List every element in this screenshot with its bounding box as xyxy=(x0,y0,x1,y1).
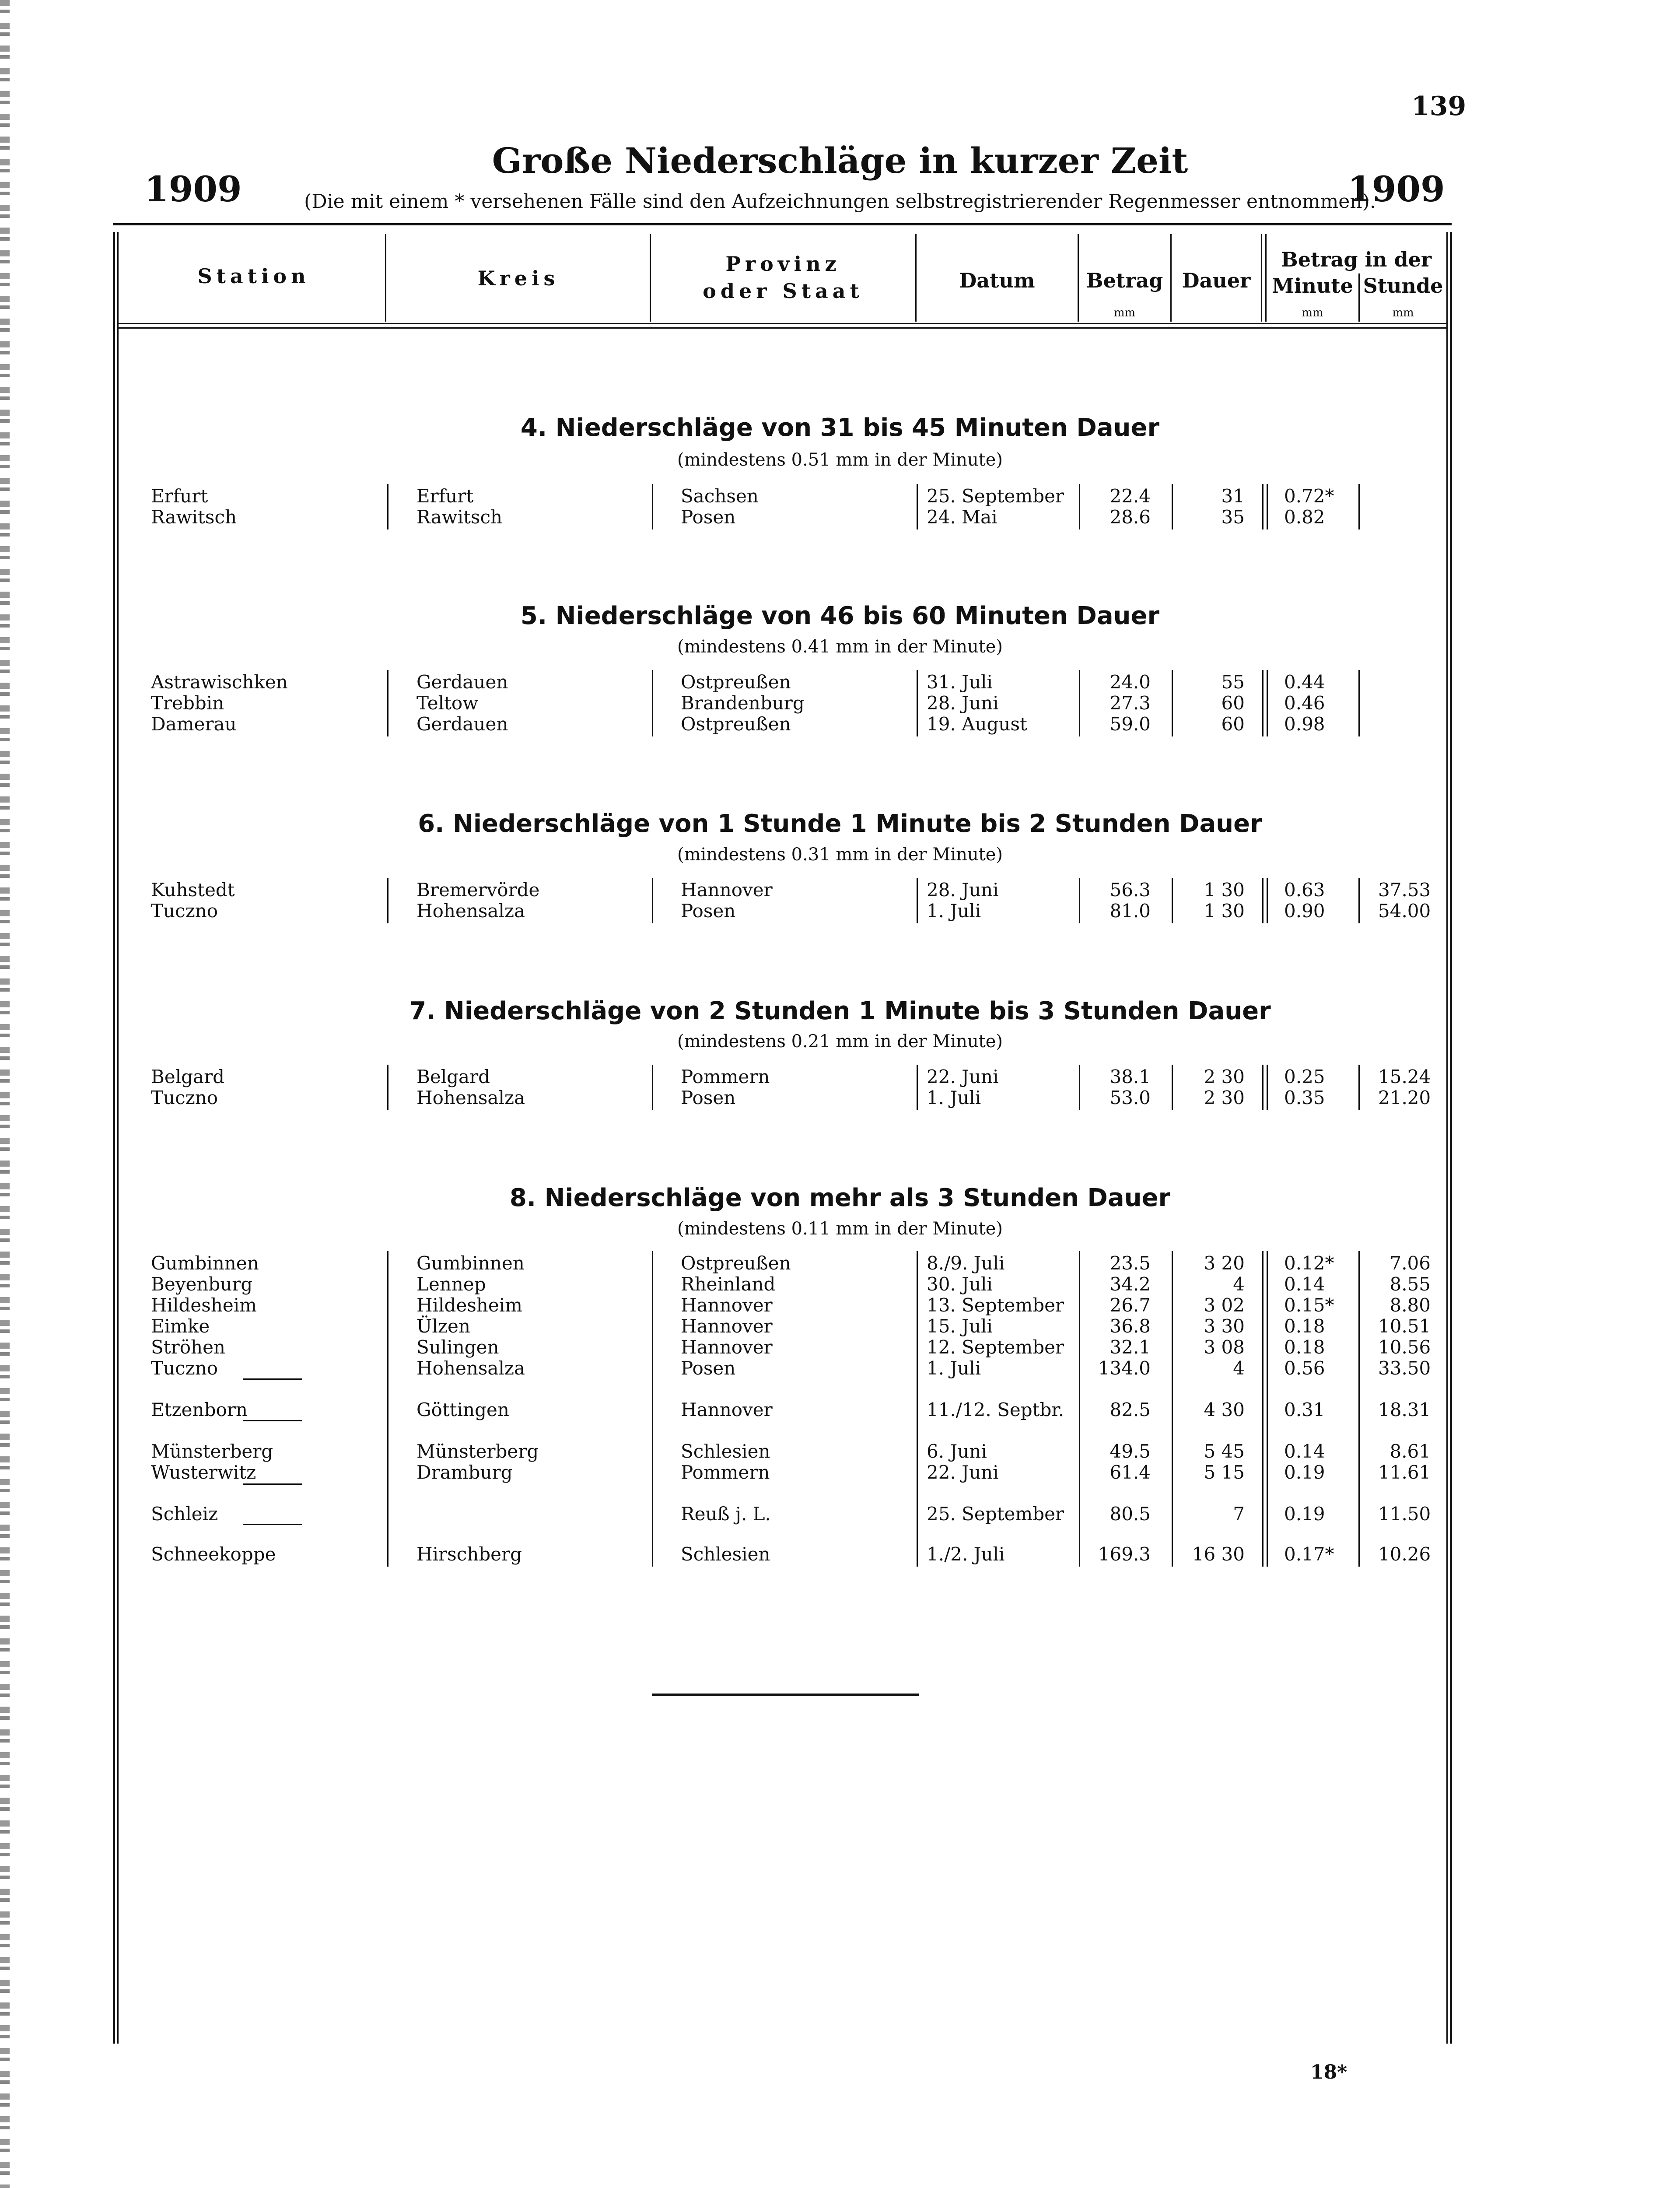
station-cell: Kuhstedt xyxy=(151,879,235,901)
datum-cell: 22. Juni xyxy=(927,1462,999,1483)
page-subtitle: (Die mit einem * versehenen Fälle sind den Aufzeichnungen selbstregistrierender Regenmesser entnommen). xyxy=(304,190,1376,213)
dauer-cell: 16 30 xyxy=(1192,1543,1245,1565)
datum-cell: 1. Juli xyxy=(927,900,981,922)
kreis-cell: Erfurt xyxy=(416,485,474,507)
column-separator xyxy=(1358,1251,1360,1567)
dauer-cell: 55 xyxy=(1221,671,1245,693)
column-separator xyxy=(1262,878,1264,923)
column-separator xyxy=(1267,484,1268,529)
minute-cell: 0.35 xyxy=(1284,1087,1325,1108)
provinz-cell: Rheinland xyxy=(681,1273,776,1295)
kreis-cell: Lennep xyxy=(416,1273,486,1295)
column-separator xyxy=(917,878,918,923)
datum-cell: 8./9. Juli xyxy=(927,1252,1005,1274)
dauer-cell: 4 xyxy=(1233,1273,1245,1295)
minute-cell: 0.31 xyxy=(1284,1399,1325,1420)
dauer-cell: 60 xyxy=(1221,713,1245,735)
column-separator xyxy=(387,670,388,736)
column-separator xyxy=(917,670,918,736)
header-betrag-in-der: Betrag in der xyxy=(1281,248,1432,271)
provinz-cell: Brandenburg xyxy=(681,692,805,714)
station-cell: Rawitsch xyxy=(151,506,237,528)
station-cell: Wusterwitz xyxy=(151,1462,256,1483)
station-cell: Gumbinnen xyxy=(151,1252,259,1274)
column-separator xyxy=(917,1251,918,1567)
station-cell: Eimke xyxy=(151,1315,210,1337)
provinz-cell: Hannover xyxy=(681,879,773,901)
minute-cell: 0.17* xyxy=(1284,1543,1334,1565)
header-betrag-unit: mm xyxy=(1113,306,1136,319)
column-separator xyxy=(652,670,653,736)
minute-cell: 0.14 xyxy=(1284,1273,1325,1295)
minute-cell: 0.90 xyxy=(1284,900,1325,922)
column-separator xyxy=(1262,484,1264,529)
kreis-cell: Göttingen xyxy=(416,1399,509,1420)
header-stunde: Stunde xyxy=(1363,274,1443,298)
header-minute-unit: mm xyxy=(1302,306,1323,319)
station-cell: Tuczno xyxy=(151,900,218,922)
column-separator xyxy=(1079,484,1080,529)
kreis-cell: Rawitsch xyxy=(416,506,503,528)
dauer-cell: 3 08 xyxy=(1204,1336,1245,1358)
section-7-note: (mindestens 0.21 mm in der Minute) xyxy=(677,1031,1003,1052)
provinz-cell: Pommern xyxy=(681,1462,770,1483)
column-separator xyxy=(1358,484,1360,529)
station-cell: Tuczno xyxy=(151,1087,218,1108)
section-6-title: 6. Niederschläge von 1 Stunde 1 Minute bis 2 Stunden Dauer xyxy=(418,810,1262,838)
frame-right-outer xyxy=(1450,232,1452,2044)
column-separator xyxy=(652,878,653,923)
column-separator xyxy=(1267,670,1268,736)
stunde-cell: 33.50 xyxy=(1378,1357,1431,1379)
header-oder-staat: oder Staat xyxy=(703,279,864,303)
header-kreis: Kreis xyxy=(477,266,560,290)
kreis-cell: Hohensalza xyxy=(416,1357,525,1379)
frame-right-inner xyxy=(1446,232,1448,2044)
header-betrag: Betrag xyxy=(1086,269,1163,292)
provinz-cell: Sachsen xyxy=(681,485,759,507)
datum-cell: 11./12. Septbr. xyxy=(927,1399,1064,1420)
column-separator xyxy=(1172,484,1173,529)
column-separator xyxy=(387,1251,388,1567)
column-separator xyxy=(1172,1065,1173,1110)
stunde-cell: 7.06 xyxy=(1390,1252,1431,1274)
provinz-cell: Schlesien xyxy=(681,1543,770,1565)
column-separator xyxy=(1267,1065,1268,1110)
station-cell: Schneekoppe xyxy=(151,1543,276,1565)
datum-cell: 22. Juni xyxy=(927,1066,999,1087)
betrag-cell: 24.0 xyxy=(1110,671,1151,693)
betrag-cell: 23.5 xyxy=(1110,1252,1151,1274)
datum-cell: 28. Juni xyxy=(927,692,999,714)
column-separator xyxy=(652,1065,653,1110)
minute-cell: 0.14 xyxy=(1284,1441,1325,1462)
provinz-cell: Reuß j. L. xyxy=(681,1503,771,1525)
station-cell: Beyenburg xyxy=(151,1273,253,1295)
datum-cell: 15. Juli xyxy=(927,1315,993,1337)
kreis-cell: Gumbinnen xyxy=(416,1252,525,1274)
year-left: 1909 xyxy=(144,168,242,210)
betrag-cell: 53.0 xyxy=(1110,1087,1151,1108)
minute-cell: 0.98 xyxy=(1284,713,1325,735)
column-separator xyxy=(1358,1065,1360,1110)
kreis-cell: Gerdauen xyxy=(416,713,508,735)
betrag-cell: 61.4 xyxy=(1110,1462,1151,1483)
kreis-cell: Belgard xyxy=(416,1066,490,1087)
provinz-cell: Posen xyxy=(681,1087,736,1108)
dauer-cell: 35 xyxy=(1221,506,1245,528)
datum-cell: 13. September xyxy=(927,1294,1064,1316)
dauer-cell: 4 xyxy=(1233,1357,1245,1379)
station-cell: Hildesheim xyxy=(151,1294,257,1316)
stunde-cell: 10.51 xyxy=(1378,1315,1431,1337)
kreis-cell: Teltow xyxy=(416,692,479,714)
column-separator xyxy=(1262,1251,1264,1567)
header-station: Station xyxy=(197,264,310,288)
dauer-cell: 5 15 xyxy=(1204,1462,1245,1483)
header-dauer: Dauer xyxy=(1182,269,1251,292)
minute-cell: 0.12* xyxy=(1284,1252,1334,1274)
header-sep-1 xyxy=(385,234,386,322)
header-provinz: Provinz xyxy=(725,252,841,276)
betrag-cell: 38.1 xyxy=(1110,1066,1151,1087)
dauer-cell: 3 20 xyxy=(1204,1252,1245,1274)
column-separator xyxy=(1358,670,1360,736)
betrag-cell: 169.3 xyxy=(1098,1543,1151,1565)
minute-cell: 0.18 xyxy=(1284,1315,1325,1337)
dauer-cell: 1 30 xyxy=(1204,879,1245,901)
kreis-cell: Münsterberg xyxy=(416,1441,539,1462)
datum-cell: 31. Juli xyxy=(927,671,993,693)
group-divider xyxy=(243,1378,302,1380)
column-separator xyxy=(652,484,653,529)
column-separator xyxy=(387,484,388,529)
provinz-cell: Hannover xyxy=(681,1294,773,1316)
minute-cell: 0.19 xyxy=(1284,1462,1325,1483)
datum-cell: 1./2. Juli xyxy=(927,1543,1005,1565)
stunde-cell: 11.61 xyxy=(1378,1462,1431,1483)
stunde-cell: 15.24 xyxy=(1378,1066,1431,1087)
dauer-cell: 3 02 xyxy=(1204,1294,1245,1316)
betrag-cell: 22.4 xyxy=(1110,485,1151,507)
column-separator xyxy=(917,1065,918,1110)
datum-cell: 19. August xyxy=(927,713,1027,735)
station-cell: Astrawischken xyxy=(151,671,288,693)
betrag-cell: 59.0 xyxy=(1110,713,1151,735)
provinz-cell: Pommern xyxy=(681,1066,770,1087)
dauer-cell: 2 30 xyxy=(1204,1066,1245,1087)
dauer-cell: 60 xyxy=(1221,692,1245,714)
betrag-cell: 134.0 xyxy=(1098,1357,1151,1379)
betrag-cell: 36.8 xyxy=(1110,1315,1151,1337)
column-separator xyxy=(1267,1251,1268,1567)
datum-cell: 30. Juli xyxy=(927,1273,993,1295)
provinz-cell: Hannover xyxy=(681,1399,773,1420)
datum-cell: 25. September xyxy=(927,1503,1064,1525)
stunde-cell: 8.55 xyxy=(1390,1273,1431,1295)
betrag-cell: 49.5 xyxy=(1110,1441,1151,1462)
column-separator xyxy=(1358,878,1360,923)
betrag-cell: 34.2 xyxy=(1110,1273,1151,1295)
provinz-cell: Ostpreußen xyxy=(681,671,791,693)
minute-cell: 0.63 xyxy=(1284,879,1325,901)
betrag-cell: 82.5 xyxy=(1110,1399,1151,1420)
minute-cell: 0.56 xyxy=(1284,1357,1325,1379)
kreis-cell: Dramburg xyxy=(416,1462,513,1483)
dauer-cell: 7 xyxy=(1233,1503,1245,1525)
minute-cell: 0.18 xyxy=(1284,1336,1325,1358)
footer-signature-mark: 18* xyxy=(1310,2061,1348,2083)
header-minute: Minute xyxy=(1272,274,1353,298)
frame-left-outer xyxy=(113,232,115,2044)
column-separator xyxy=(1079,670,1080,736)
datum-cell: 28. Juni xyxy=(927,879,999,901)
station-cell: Erfurt xyxy=(151,485,208,507)
provinz-cell: Posen xyxy=(681,900,736,922)
header-bottom-rule-2 xyxy=(117,327,1447,329)
datum-cell: 25. September xyxy=(927,485,1064,507)
column-separator xyxy=(387,878,388,923)
betrag-cell: 28.6 xyxy=(1110,506,1151,528)
betrag-cell: 32.1 xyxy=(1110,1336,1151,1358)
stunde-cell: 8.80 xyxy=(1390,1294,1431,1316)
stunde-cell: 37.53 xyxy=(1378,879,1431,901)
stunde-cell: 18.31 xyxy=(1378,1399,1431,1420)
header-bottom-rule xyxy=(117,323,1447,324)
column-separator xyxy=(1172,670,1173,736)
kreis-cell: Hohensalza xyxy=(416,1087,525,1108)
group-divider xyxy=(243,1420,302,1421)
kreis-cell: Bremervörde xyxy=(416,879,540,901)
header-sep-6a xyxy=(1261,234,1262,322)
minute-cell: 0.46 xyxy=(1284,692,1325,714)
provinz-cell: Hannover xyxy=(681,1336,773,1358)
datum-cell: 6. Juni xyxy=(927,1441,987,1462)
kreis-cell: Hildesheim xyxy=(416,1294,522,1316)
section-7-title: 7. Niederschläge von 2 Stunden 1 Minute bis 3 Stunden Dauer xyxy=(409,997,1271,1025)
section-5-note: (mindestens 0.41 mm in der Minute) xyxy=(677,637,1003,657)
dauer-cell: 5 45 xyxy=(1204,1441,1245,1462)
station-cell: Schleiz xyxy=(151,1503,218,1525)
stunde-cell: 10.26 xyxy=(1378,1543,1431,1565)
minute-cell: 0.72* xyxy=(1284,485,1334,507)
stunde-cell: 54.00 xyxy=(1378,900,1431,922)
column-separator xyxy=(1079,1251,1080,1567)
kreis-cell: Hohensalza xyxy=(416,900,525,922)
column-separator xyxy=(917,484,918,529)
column-separator xyxy=(1262,1065,1264,1110)
provinz-cell: Ostpreußen xyxy=(681,713,791,735)
scan-edge-artifact xyxy=(0,0,10,2188)
betrag-cell: 80.5 xyxy=(1110,1503,1151,1525)
dauer-cell: 2 30 xyxy=(1204,1087,1245,1108)
minute-cell: 0.25 xyxy=(1284,1066,1325,1087)
section-8-note: (mindestens 0.11 mm in der Minute) xyxy=(677,1219,1003,1239)
betrag-cell: 81.0 xyxy=(1110,900,1151,922)
station-cell: Ströhen xyxy=(151,1336,225,1358)
minute-cell: 0.82 xyxy=(1284,506,1325,528)
kreis-cell: Hirschberg xyxy=(416,1543,522,1565)
station-cell: Trebbin xyxy=(151,692,224,714)
kreis-cell: Ülzen xyxy=(416,1315,470,1337)
table-top-rule xyxy=(113,223,1452,225)
datum-cell: 1. Juli xyxy=(927,1357,981,1379)
minute-cell: 0.15* xyxy=(1284,1294,1334,1316)
column-separator xyxy=(387,1065,388,1110)
datum-cell: 1. Juli xyxy=(927,1087,981,1108)
stunde-cell: 10.56 xyxy=(1378,1336,1431,1358)
section-8-title: 8. Niederschläge von mehr als 3 Stunden Dauer xyxy=(509,1184,1171,1212)
dauer-cell: 1 30 xyxy=(1204,900,1245,922)
section-5-title: 5. Niederschläge von 46 bis 60 Minuten Dauer xyxy=(520,602,1160,630)
stunde-cell: 21.20 xyxy=(1378,1087,1431,1108)
provinz-cell: Posen xyxy=(681,506,736,528)
column-separator xyxy=(1079,878,1080,923)
stunde-cell: 8.61 xyxy=(1390,1441,1431,1462)
station-cell: Etzenborn xyxy=(151,1399,248,1420)
provinz-cell: Hannover xyxy=(681,1315,773,1337)
station-cell: Damerau xyxy=(151,713,237,735)
provinz-cell: Schlesien xyxy=(681,1441,770,1462)
header-datum: Datum xyxy=(959,269,1035,292)
station-cell: Belgard xyxy=(151,1066,225,1087)
datum-cell: 12. September xyxy=(927,1336,1064,1358)
dauer-cell: 4 30 xyxy=(1204,1399,1245,1420)
kreis-cell: Gerdauen xyxy=(416,671,508,693)
column-separator xyxy=(1262,670,1264,736)
betrag-cell: 27.3 xyxy=(1110,692,1151,714)
betrag-cell: 26.7 xyxy=(1110,1294,1151,1316)
page-title: Große Niederschläge in kurzer Zeit xyxy=(492,140,1188,181)
kreis-cell: Sulingen xyxy=(416,1336,499,1358)
section-4-title: 4. Niederschläge von 31 bis 45 Minuten Dauer xyxy=(520,414,1160,442)
frame-left-inner xyxy=(117,232,119,2044)
stunde-cell: 11.50 xyxy=(1378,1503,1431,1525)
year-right: 1909 xyxy=(1348,168,1445,210)
column-separator xyxy=(1172,878,1173,923)
station-cell: Münsterberg xyxy=(151,1441,273,1462)
section-4-note: (mindestens 0.51 mm in der Minute) xyxy=(677,450,1003,470)
datum-cell: 24. Mai xyxy=(927,506,998,528)
minute-cell: 0.19 xyxy=(1284,1503,1325,1525)
group-divider xyxy=(243,1483,302,1485)
section-6-note: (mindestens 0.31 mm in der Minute) xyxy=(677,845,1003,865)
end-rule xyxy=(652,1694,919,1696)
provinz-cell: Posen xyxy=(681,1357,736,1379)
dauer-cell: 31 xyxy=(1221,485,1245,507)
column-separator xyxy=(652,1251,653,1567)
minute-cell: 0.44 xyxy=(1284,671,1325,693)
column-separator xyxy=(1267,878,1268,923)
column-separator xyxy=(1079,1065,1080,1110)
page-number: 139 xyxy=(1411,91,1466,122)
header-stunde-unit: mm xyxy=(1392,306,1414,319)
betrag-cell: 56.3 xyxy=(1110,879,1151,901)
dauer-cell: 3 30 xyxy=(1204,1315,1245,1337)
station-cell: Tuczno xyxy=(151,1357,218,1379)
column-separator xyxy=(1172,1251,1173,1567)
header-sep-2 xyxy=(650,234,651,322)
provinz-cell: Ostpreußen xyxy=(681,1252,791,1274)
group-divider xyxy=(243,1524,302,1525)
